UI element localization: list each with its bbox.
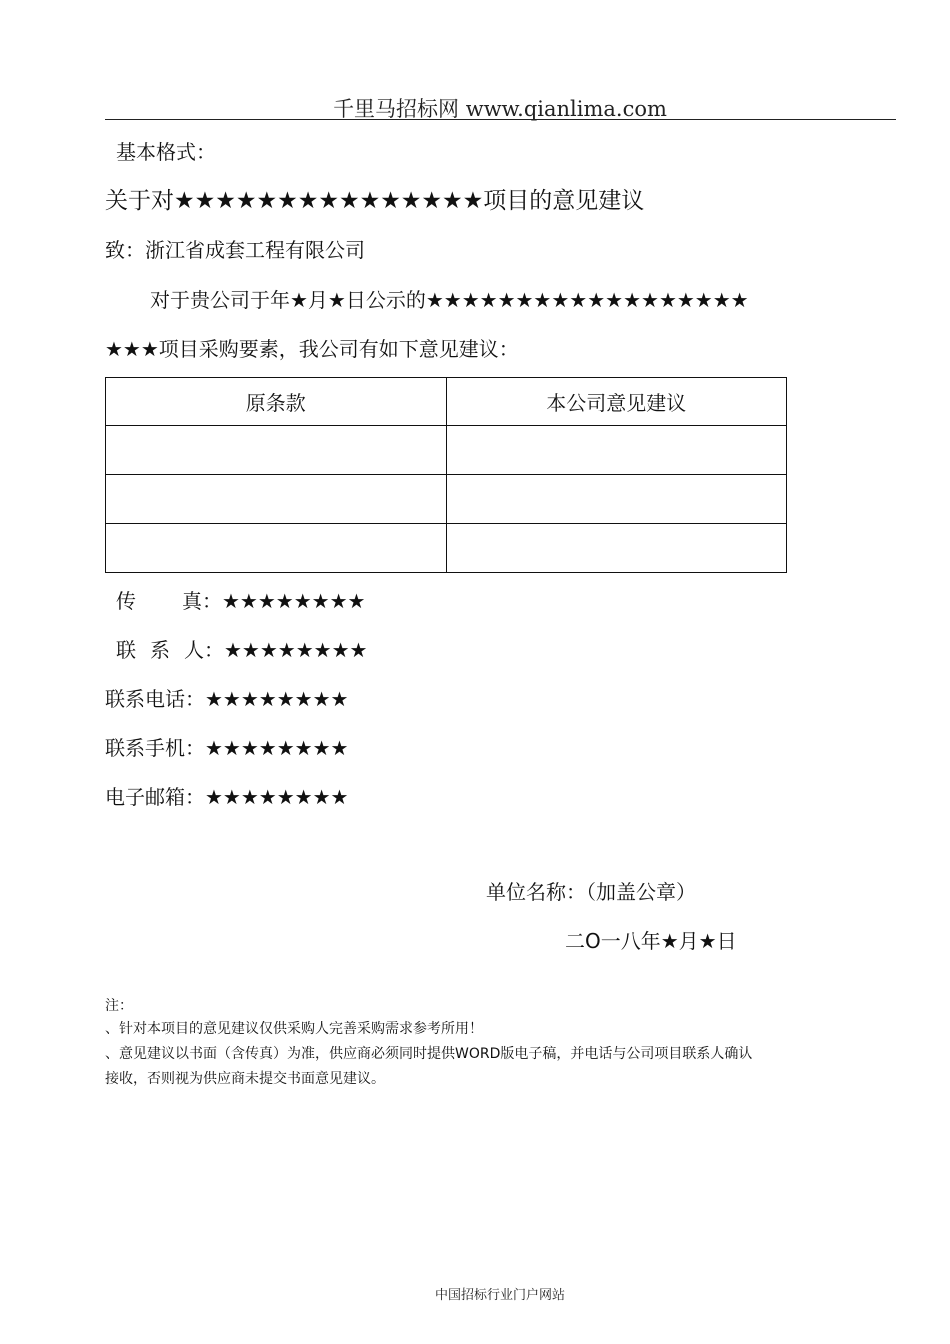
fax-line bbox=[116, 589, 365, 613]
phone-line bbox=[105, 687, 348, 711]
fax-value: ★★★★★★★★ bbox=[222, 589, 366, 613]
table-header-original-clause: 原条款 bbox=[106, 378, 447, 426]
person-label-char-3: 人： bbox=[184, 638, 224, 662]
table-row bbox=[106, 426, 787, 475]
email-line bbox=[105, 785, 348, 809]
unit-name-seal: 单位名称：（加盖公章） bbox=[486, 880, 696, 904]
page-footer: 中国招标行业门户网站 bbox=[434, 1288, 565, 1303]
format-label: 基本格式： bbox=[116, 140, 216, 164]
table-row bbox=[106, 475, 787, 524]
person-label-char-1: 联 bbox=[116, 638, 136, 662]
note-item-2-line-1: 、意见建议以书面（含传真）为准，供应商必须同时提供WORD版电子稿，并电话与公司项目联系人确认 bbox=[105, 1046, 753, 1062]
mobile-value: ★★★★★★★★ bbox=[205, 736, 349, 760]
table-row bbox=[106, 524, 787, 573]
contact-person-value: ★★★★★★★★ bbox=[224, 638, 368, 662]
mobile-line bbox=[105, 736, 348, 760]
phone-value: ★★★★★★★★ bbox=[205, 687, 349, 711]
mobile-label: 联系手机： bbox=[105, 736, 205, 760]
body-paragraph-line-2: ★★★项目采购要素，我公司有如下意见建议： bbox=[105, 337, 519, 361]
table-cell bbox=[106, 524, 447, 573]
addressee: 致：浙江省成套工程有限公司 bbox=[105, 238, 365, 262]
opinion-table bbox=[105, 377, 787, 573]
contact-person-line bbox=[116, 638, 367, 662]
fax-label-char-1: 传 bbox=[116, 589, 136, 613]
body-paragraph-line-1: 对于贵公司于年★月★日公示的★★★★★★★★★★★★★★★★★★ bbox=[150, 288, 749, 312]
note-item-1: 、针对本项目的意见建议仅供采购人完善采购需求参考所用！ bbox=[105, 1021, 483, 1037]
header-divider bbox=[105, 119, 896, 120]
fax-label-char-2: 真： bbox=[182, 589, 222, 613]
email-value: ★★★★★★★★ bbox=[205, 785, 349, 809]
email-label: 电子邮箱： bbox=[105, 785, 205, 809]
table-cell bbox=[106, 475, 447, 524]
notes-title: 注： bbox=[105, 998, 133, 1014]
table-cell bbox=[446, 426, 787, 475]
page-header-title: 千里马招标网 www.qianlima.com bbox=[333, 97, 667, 121]
document-title: 关于对★★★★★★★★★★★★★★★项目的意见建议 bbox=[105, 188, 645, 214]
table-cell bbox=[106, 426, 447, 475]
table-header-company-suggestion: 本公司意见建议 bbox=[446, 378, 787, 426]
signature-date: 二O一八年★月★日 bbox=[565, 929, 737, 953]
table-cell bbox=[446, 524, 787, 573]
note-item-2-line-2: 接收，否则视为供应商未提交书面意见建议。 bbox=[105, 1071, 385, 1087]
table-cell bbox=[446, 475, 787, 524]
phone-label: 联系电话： bbox=[105, 687, 205, 711]
table-header-row bbox=[106, 378, 787, 426]
person-label-char-2: 系 bbox=[150, 638, 170, 662]
